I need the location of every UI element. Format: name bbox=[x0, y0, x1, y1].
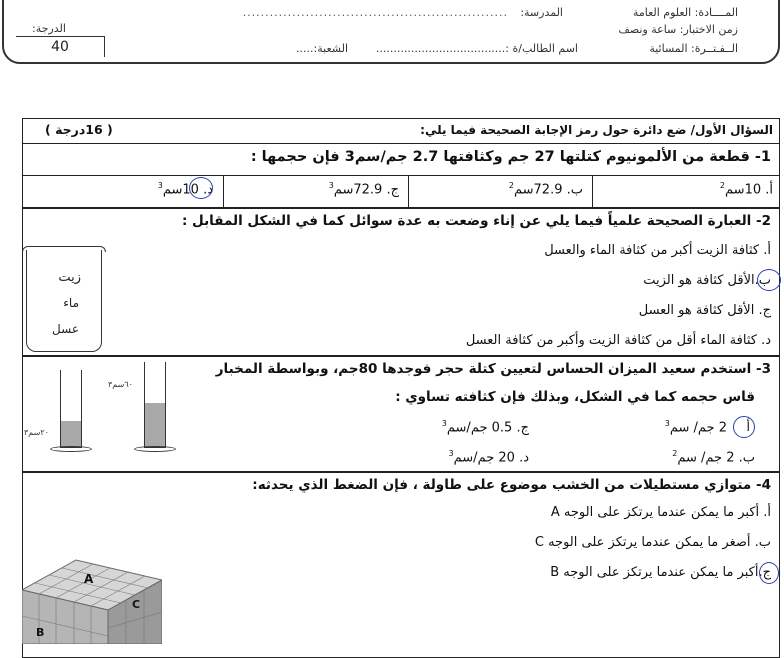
q2-option-a[interactable]: أ. كثافة الزيت أكبر من كثافة الماء والعسل bbox=[544, 243, 771, 258]
cylinder-liquid bbox=[145, 403, 165, 447]
cylinder-before bbox=[60, 370, 82, 448]
face-label-b: B bbox=[36, 626, 45, 639]
option-letter: ج. bbox=[516, 420, 529, 436]
option-value: 2 جم/ سم bbox=[669, 420, 727, 436]
face-label-a: A bbox=[84, 572, 94, 586]
q2-option-d[interactable]: د. كثافة الماء أقل من كثافة الزيت وأكبر من كثافة العسل bbox=[465, 333, 771, 348]
school-field[interactable]: ........................................................... bbox=[242, 6, 508, 19]
q3-option-d[interactable] bbox=[449, 449, 529, 465]
q3-option-a[interactable] bbox=[665, 419, 727, 435]
option-exponent: 3 bbox=[441, 419, 447, 428]
cylinder-base bbox=[50, 446, 92, 452]
option-letter: د. bbox=[519, 450, 529, 466]
cylinder-after bbox=[144, 362, 166, 448]
divider bbox=[23, 175, 779, 176]
period-label: الــفـتــرة: المسائية bbox=[649, 42, 738, 55]
subject-label: المــــادة: العلوم العامة bbox=[632, 6, 738, 19]
answer-circle bbox=[759, 562, 779, 584]
answer-circle bbox=[189, 177, 213, 199]
option-letter: أ. bbox=[765, 182, 773, 198]
divider bbox=[23, 143, 779, 144]
option-exponent: 3 bbox=[328, 181, 334, 190]
face-label-c: C bbox=[132, 598, 141, 611]
q4-option-c[interactable]: ج.أكبر ما يمكن عندما يرتكز على الوجه B bbox=[550, 565, 771, 580]
beaker-rim bbox=[22, 246, 106, 252]
option-value: 10سم bbox=[162, 182, 199, 198]
option-value: 72.9سم bbox=[513, 182, 563, 198]
q3-option-c[interactable] bbox=[442, 419, 529, 435]
section-title: السؤال الأول/ ضع دائرة حول رمز الإجابة الصحيحة فيما يلي: bbox=[420, 123, 773, 137]
answer-circle bbox=[733, 416, 755, 438]
option-value: 72.9سم bbox=[333, 182, 383, 198]
divider bbox=[23, 355, 779, 357]
option-letter: د. bbox=[203, 182, 213, 198]
cylinder-before-label: ٢٠سم٣ bbox=[24, 428, 49, 437]
q2-text: 2- العبارة الصحيحة علمياً فيما يلي عن إناء وضعت به عدة سوائل كما في الشكل المقابل : bbox=[181, 213, 771, 229]
q4-option-a[interactable]: أ. أكبر ما يمكن عندما يرتكز على الوجه A bbox=[550, 505, 771, 520]
q1-option-c[interactable] bbox=[329, 181, 399, 197]
score-label: الدرجة: bbox=[32, 22, 66, 35]
section-marks: ( 16درجة ) bbox=[45, 122, 113, 137]
cylinder-base bbox=[134, 446, 176, 452]
option-exponent: 3 bbox=[448, 449, 454, 458]
q3-line2: قاس حجمه كما في الشكل، وبذلك فإن كثافته تساوي : bbox=[395, 389, 755, 405]
section-field[interactable]: الشعبة:..... bbox=[296, 42, 348, 55]
q3-option-a-letter: أ bbox=[746, 419, 750, 434]
option-exponent: 3 bbox=[664, 419, 670, 428]
school-label: المدرسة: bbox=[520, 6, 563, 19]
divider bbox=[592, 175, 593, 207]
option-letter: ب. bbox=[738, 450, 755, 466]
q4-option-b[interactable]: ب. أصغر ما يمكن عندما يرتكز على الوجه C bbox=[534, 535, 771, 550]
score-total: 40 bbox=[16, 36, 105, 57]
q3-option-b[interactable] bbox=[672, 449, 755, 465]
option-value: 10سم bbox=[725, 182, 762, 198]
beaker-layer-honey: عسل bbox=[52, 322, 79, 336]
option-letter: ج. bbox=[386, 182, 399, 198]
beaker-layer-water: ماء bbox=[63, 296, 79, 310]
q3-line1: 3- استخدم سعيد الميزان الحساس لتعيين كتلة حجر فوجدها 80جم، وبواسطة المخبار bbox=[215, 361, 771, 377]
divider bbox=[408, 175, 409, 207]
q1-option-a[interactable] bbox=[720, 181, 773, 197]
option-value: 20 جم/سم bbox=[453, 450, 515, 466]
option-letter: ب. bbox=[566, 182, 583, 198]
divider bbox=[223, 175, 224, 207]
option-exponent: 2 bbox=[508, 181, 514, 190]
q2-option-b[interactable]: ب.الأقل كثافة هو الزيت bbox=[643, 273, 771, 288]
exam-header bbox=[2, 0, 780, 64]
option-exponent: 2 bbox=[719, 181, 726, 190]
q1-text: 1- قطعة من الألمونيوم كتلتها 27 جم وكثافتها 2.7 جم/سم3 فإن حجمها : bbox=[250, 149, 771, 165]
answer-circle bbox=[757, 269, 781, 291]
option-exponent: 3 bbox=[157, 181, 163, 190]
divider bbox=[23, 207, 779, 209]
q1-option-b[interactable] bbox=[509, 181, 583, 197]
time-label: زمن الاختبار: ساعة ونصف bbox=[618, 23, 738, 36]
option-exponent: 2 bbox=[672, 449, 678, 458]
beaker-layer-oil: زيت bbox=[58, 270, 81, 285]
student-name-field[interactable]: اسم الطالب/ة :..................................... bbox=[375, 42, 578, 55]
beaker-figure bbox=[26, 250, 102, 352]
option-value: 0.5 جم/سم bbox=[446, 420, 513, 436]
q2-option-c[interactable]: ج. الأقل كثافة هو العسل bbox=[638, 303, 771, 318]
divider bbox=[23, 471, 779, 473]
cylinder-liquid bbox=[61, 421, 81, 447]
option-value: 2 جم/ سم bbox=[677, 450, 735, 466]
cylinder-after-label: ٦٠سم٣ bbox=[108, 380, 133, 389]
q4-text: 4- متوازي مستطيلات من الخشب موضوع على طاولة ، فإن الضغط الذي يحدثه: bbox=[252, 477, 771, 493]
